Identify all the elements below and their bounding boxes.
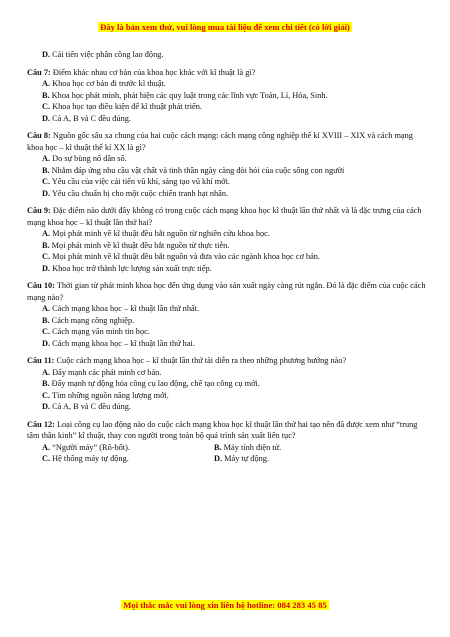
option-label: D. [42,188,51,198]
question-number: Câu 10: [27,281,55,291]
option-text: Máy tính điện tử. [221,442,282,452]
option-text: Khoa học cơ bản đi trước kĩ thuật. [50,79,166,89]
option-text: Cách mạng khoa học – kĩ thuật lần thứ hai. [50,338,195,348]
preview-notice-banner [0,22,450,33]
question-text [27,205,427,228]
answer-option [27,303,427,314]
option-text: Cách mạng khoa học – kĩ thuật lần thứ nhất. [50,304,200,314]
answer-option [27,113,427,124]
answer-option [27,367,427,378]
option-text: Mọi phát minh về kĩ thuật đều bắt nguồn từ thực tiễn. [49,240,230,250]
option-text: Cả A, B và C đều đúng. [50,402,131,412]
option-text: Cả A, B và C đều đúng. [50,113,131,123]
option-text: Đẩy mạnh các phát minh cơ bản. [50,367,162,377]
question-number: Câu 9: [27,206,51,216]
question-text [27,419,427,442]
question-text [27,130,427,153]
hotline-text: Mọi thắc mắc vui lòng xin liên hệ hotline: 084 283 45 85 [123,600,327,610]
question-number: Câu 7: [27,67,51,77]
answer-option [27,326,427,337]
answer-option-row [27,442,427,453]
option-label: B. [42,379,50,389]
option-label: A. [42,154,51,164]
option-text: Cách mạng công nghiệp. [49,315,135,325]
option-label: B. [42,165,50,175]
option-label: D. [42,402,51,412]
answer-option [27,390,427,401]
answer-option [27,90,427,101]
answer-option [42,453,214,464]
answer-option [27,165,427,176]
option-text: Cải tiến việc phân công lao động. [50,50,164,59]
option-text: Cách mạng văn minh tin học. [50,327,150,337]
option-text: Yêu cầu chuẩn bị cho một cuộc chiến tranh hạt nhân. [50,188,229,198]
answer-option [214,453,269,464]
option-text: Do sự bùng nổ dân số. [50,154,127,164]
option-text: Mọi phát minh về kĩ thuật đều bắt nguồn từ nghiên cứu khoa học. [50,229,270,239]
question-number: Câu 11: [27,356,55,366]
option-text: Khoa học phát minh, phát hiện các quy luật trong các lĩnh vực Toán, Lí, Hóa, Sinh. [49,90,328,100]
question-body: Đặc điểm nào dưới đây không có trong cuộc cách mạng khoa học kĩ thuật lần thứ nhất và là đặc trưng của cách mạng khoa học – kĩ thuật lần thứ hai? [27,206,422,227]
answer-option-row [27,453,427,464]
option-text: Máy tự động. [222,454,269,464]
option-text: Khoa học tạo điều kiện để kĩ thuật phát triển. [50,102,202,112]
option-text: Tìm những nguồn năng lượng mới. [50,390,169,400]
option-label: C. [42,252,51,262]
option-label: D. [42,113,51,123]
question-number: Câu 12: [27,419,55,429]
answer-option [27,378,427,389]
question-number: Câu 8: [27,131,51,141]
question-list [27,49,427,465]
option-text: Hệ thống máy tự động. [50,454,129,464]
option-text: Yêu cầu của việc cải tiến vũ khí, sáng tạo vũ khí mới. [50,177,230,187]
hotline-banner [0,600,450,611]
option-label: C. [42,454,51,464]
answer-option [27,240,427,251]
option-label: D. [42,50,51,59]
option-text: Mọi phát minh về kĩ thuật đều bắt nguồn và đưa vào các ngành khoa học cơ bản. [50,252,321,262]
answer-option [27,228,427,239]
question-body: Nguồn gốc sâu xa chung của hai cuộc cách mạng: cách mạng công nghiệp thế kỉ XVIII – XIX và cách mạng khoa học – kĩ thuật thế kỉ XX là gì? [27,131,413,152]
option-label: C. [42,327,51,337]
option-label: C. [42,390,51,400]
question-body: Điểm khác nhau cơ bản của khoa học khác với kĩ thuật là gì? [50,67,256,77]
answer-option [27,401,427,412]
answer-option [27,176,427,187]
option-label: D. [42,263,51,273]
option-label: A. [42,229,51,239]
option-text: Khoa học trở thành lực lượng sản xuất trực tiếp. [50,263,212,273]
option-label: B. [214,442,222,452]
option-label: B. [42,315,50,325]
option-label: A. [42,304,51,314]
option-text: “Người máy” (Rô-bốt). [50,442,130,452]
answer-option [27,263,427,274]
question-body: Cuộc cách mạng khoa học – kĩ thuật lần thứ tài diễn ra theo những phương hướng nào? [54,356,347,366]
question-body: Loại công cụ lao động nào do cuộc cách mạng khoa học kĩ thuật lần thứ hai tạo nên đã được xem như “trung tâm thần kinh” kĩ thuật, thay con người trong toàn bộ quá trình sản xuất liên tục? [27,419,418,441]
option-text: Nhằm đáp ứng nhu cầu vật chất và tinh thần ngày càng đòi hỏi của cuộc sống con người [49,165,345,175]
question-text [27,355,427,366]
option-label: A. [42,442,51,452]
answer-option [27,153,427,164]
preview-notice-text: Đây là bản xem thử, vui lòng mua tài liệu để xem chi tiết (có lời giải) [100,22,350,32]
option-label: D. [214,454,223,464]
option-label: C. [42,177,51,187]
option-label: A. [42,79,51,89]
answer-option [214,442,281,453]
option-label: D. [42,338,51,348]
option-label: B. [42,90,50,100]
answer-option [27,315,427,326]
answer-option [27,49,427,60]
answer-option [42,442,214,453]
question-body: Thời gian từ phát minh khoa học đến ứng dụng vào sản xuất ngày càng rút ngắn. Đó là đặc điểm của cuộc cách mạng nào? [27,281,426,302]
option-label: A. [42,367,51,377]
answer-option [27,338,427,349]
answer-option [27,101,427,112]
question-text [27,67,427,78]
answer-option [27,188,427,199]
option-label: B. [42,240,50,250]
option-text: Đẩy mạnh tự động hóa công cụ lao động, chế tạo công cụ mới. [49,379,260,389]
answer-option [27,78,427,89]
answer-option [27,251,427,262]
option-label: C. [42,102,51,112]
question-text [27,280,427,303]
